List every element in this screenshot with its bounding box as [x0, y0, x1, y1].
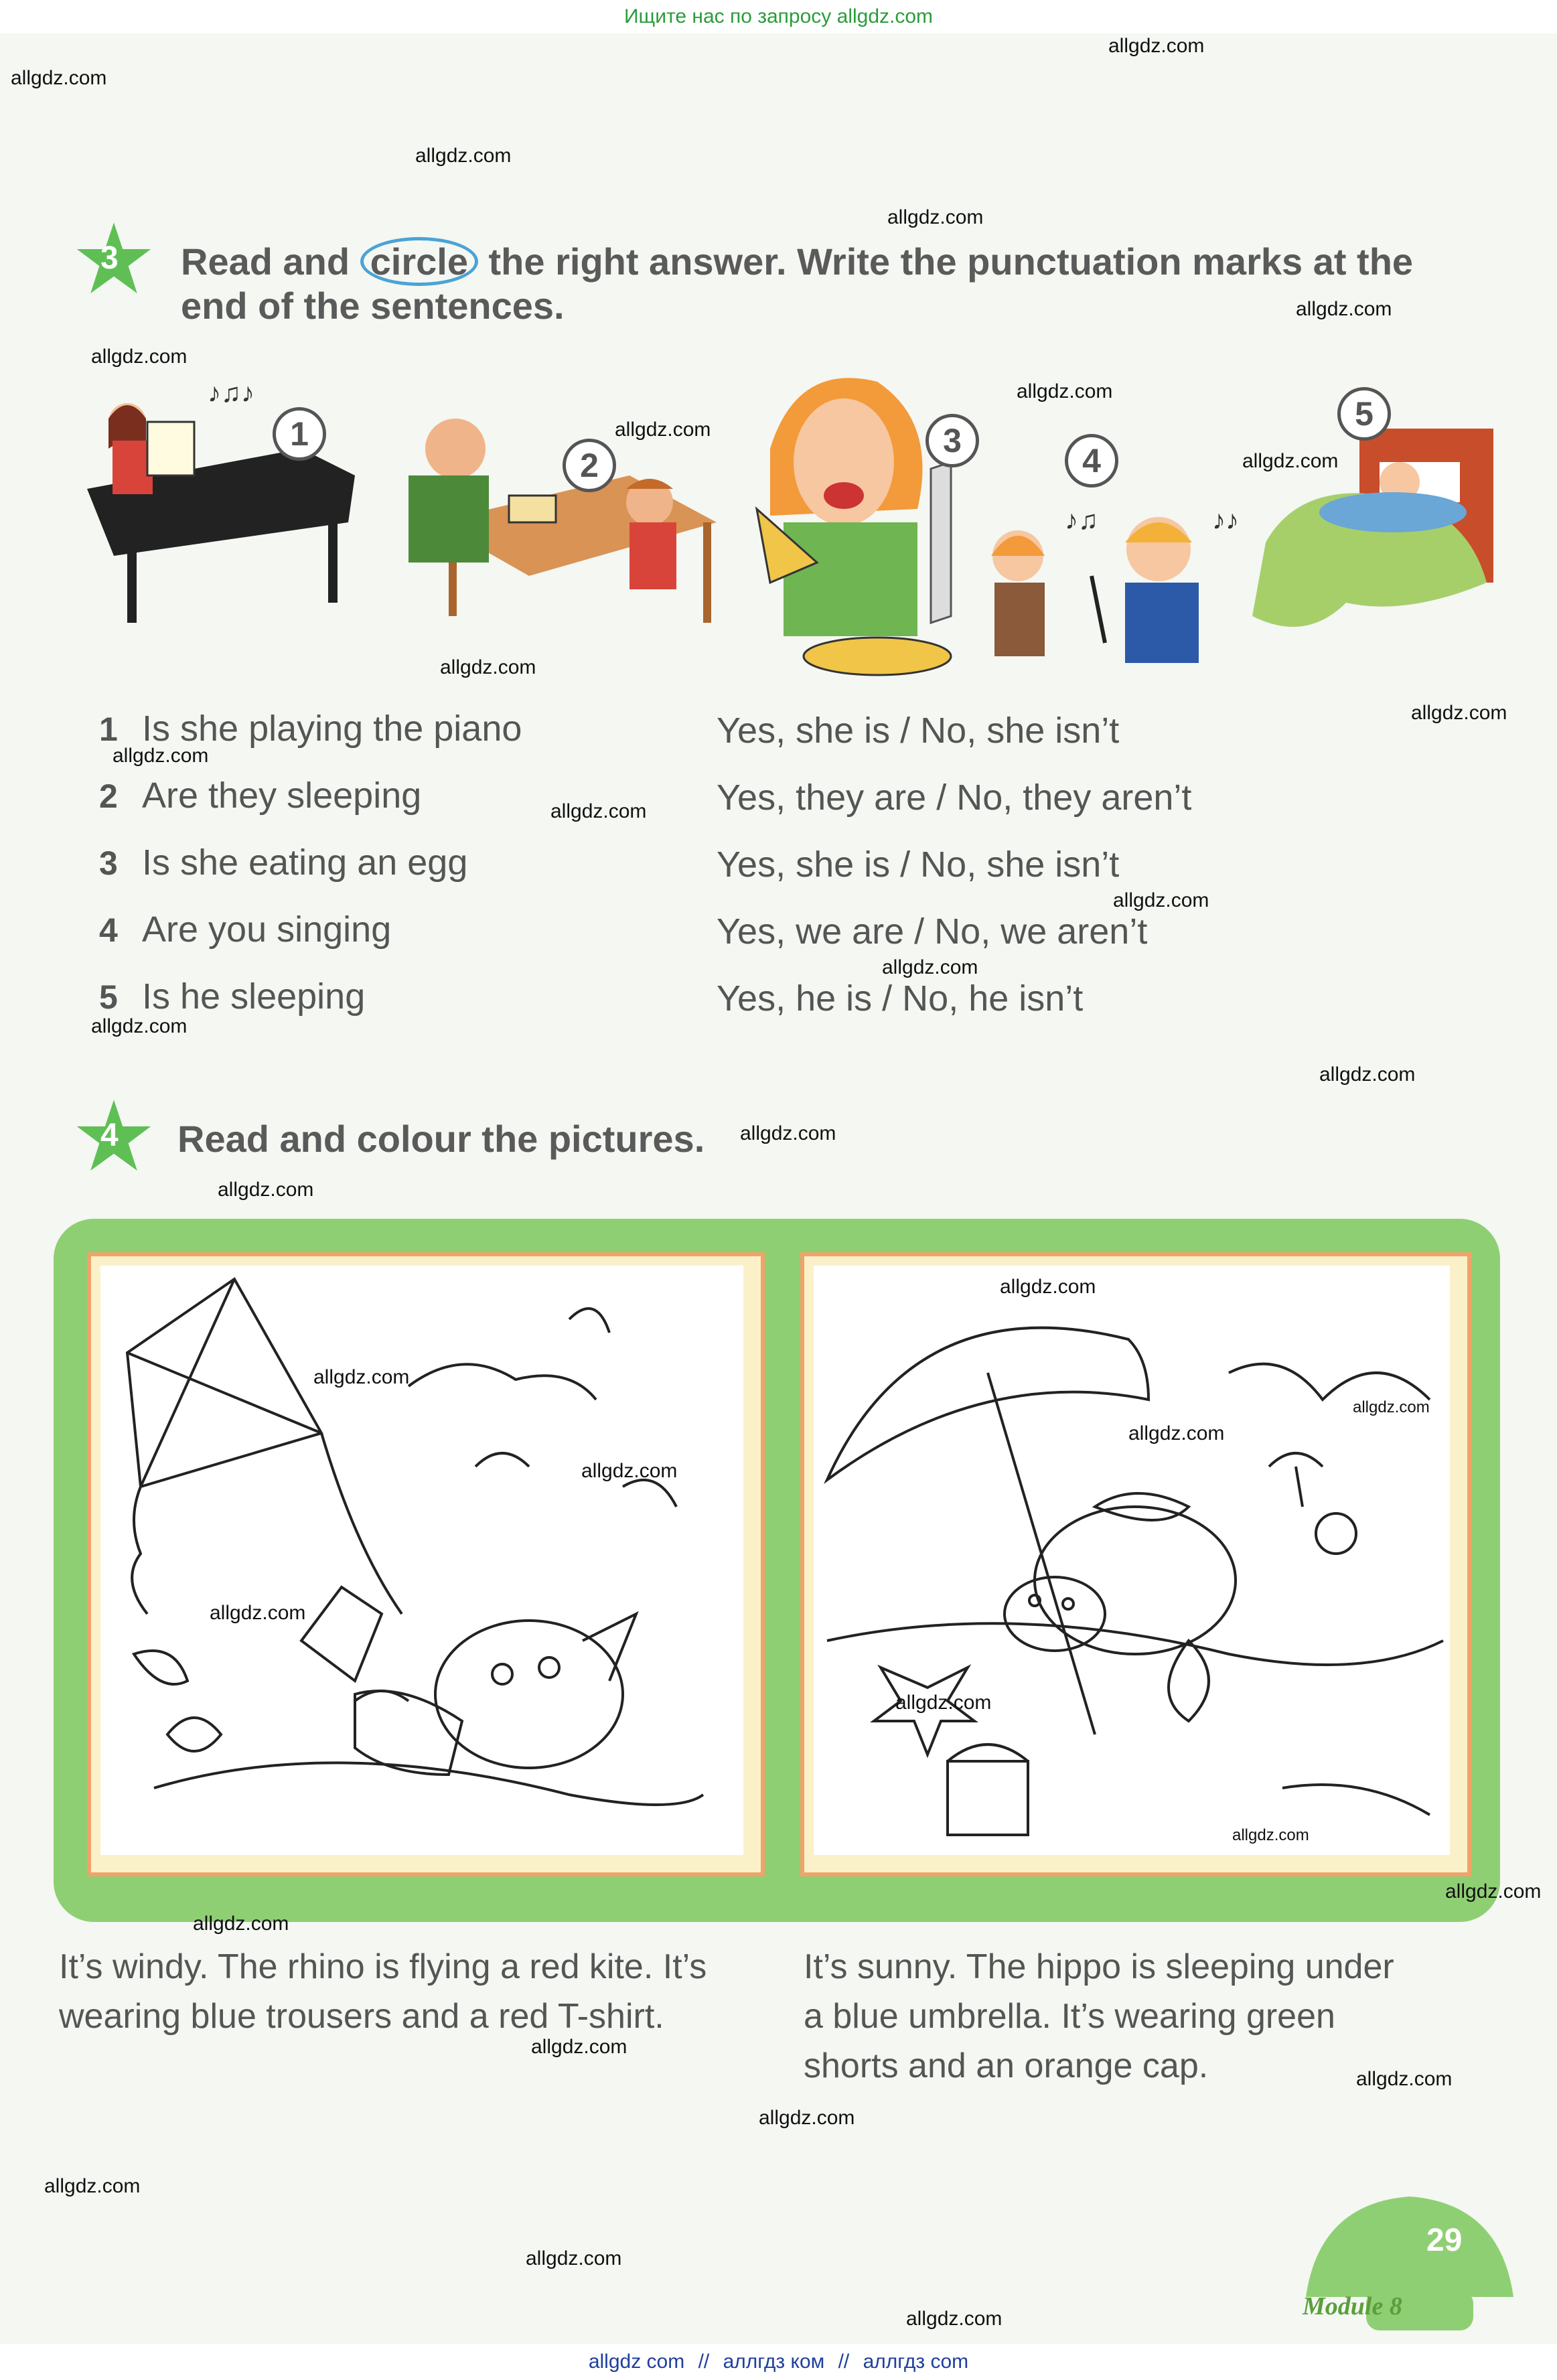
row-4-question: Are you singing — [142, 909, 392, 950]
exercise-4-title: Read and colour the pictures. — [177, 1118, 705, 1160]
title-line-2: end of the sentences. — [181, 285, 565, 327]
watermark: allgdz.com — [740, 1122, 836, 1144]
watermark: allgdz.com — [415, 145, 512, 167]
watermark: allgdz.com — [906, 2308, 1003, 2330]
bottom-banner-part: аллгдз ком — [723, 2351, 825, 2373]
page-number: 29 — [1426, 2223, 1463, 2258]
watermark: allgdz.com — [1232, 1826, 1309, 1844]
row-3-number: 3 — [99, 844, 118, 882]
exercise-4-number: 4 — [100, 1118, 119, 1153]
bottom-banner-separator: // — [838, 2351, 850, 2373]
row-2-question: Are they sleeping — [142, 775, 422, 816]
watermark: allgdz.com — [44, 2175, 141, 2197]
row-5-number: 5 — [99, 978, 118, 1016]
watermark: allgdz.com — [1242, 450, 1339, 472]
bottom-banner-part: аллгдз com — [863, 2351, 969, 2373]
watermark: allgdz.com — [1411, 702, 1507, 724]
title-part: the right answer. Write the punctuation marks at the — [477, 240, 1414, 283]
watermark: allgdz.com — [887, 206, 984, 228]
watermark: allgdz.com — [1108, 35, 1205, 57]
picture-number-3: 3 — [925, 414, 979, 467]
watermark: allgdz.com — [1017, 380, 1113, 402]
watermark: allgdz.com — [1445, 1880, 1542, 1903]
bottom-banner-part: allgdz com — [588, 2351, 685, 2373]
exercise-3-number: 3 — [100, 240, 119, 276]
watermark: allgdz.com — [550, 800, 647, 822]
row-1-question: Is she playing the piano — [142, 709, 522, 749]
watermark: allgdz.com — [1113, 889, 1209, 911]
row-4-answer[interactable]: Yes, we are / No, we aren’t — [717, 911, 1148, 952]
hippo-umbrella-illustration — [814, 1266, 1450, 1855]
row-3-question: Is she eating an egg — [142, 842, 468, 883]
row-2-answer[interactable]: Yes, they are / No, they aren’t — [717, 777, 1192, 818]
watermark: allgdz.com — [759, 2107, 855, 2129]
caption-right-line-1: It’s sunny. The hippo is sleeping under — [804, 1947, 1394, 1986]
watermark: allgdz.com — [193, 1913, 289, 1935]
row-1-answer[interactable]: Yes, she is / No, she isn’t — [717, 711, 1120, 751]
man-boy-table-illustration — [409, 419, 717, 623]
watermark: allgdz.com — [1319, 1063, 1416, 1086]
bottom-banner-separator: // — [698, 2351, 710, 2373]
watermark: allgdz.com — [1353, 1398, 1430, 1416]
rhino-kite-illustration — [100, 1266, 743, 1855]
exercise-3-title — [181, 240, 1487, 328]
watermark: allgdz.com — [11, 67, 107, 89]
picture-number-5: 5 — [1337, 387, 1391, 441]
watermark: allgdz.com — [440, 656, 536, 678]
woman-pizza-illustration — [757, 378, 951, 675]
caption-right-line-3: shorts and an orange cap. — [804, 2047, 1209, 2085]
row-5-answer[interactable]: Yes, he is / No, he isn’t — [717, 978, 1084, 1019]
watermark: allgdz.com — [1296, 298, 1392, 320]
svg-text:♪♪: ♪♪ — [1212, 506, 1239, 535]
picture-number-1: 1 — [273, 407, 326, 461]
watermark: allgdz.com — [218, 1179, 314, 1201]
right-picture-area[interactable] — [814, 1266, 1450, 1855]
watermark: allgdz.com — [526, 2247, 622, 2270]
circled-word: circle — [360, 237, 478, 286]
svg-text:♪♫♪: ♪♫♪ — [208, 378, 254, 408]
watermark: allgdz.com — [531, 2036, 627, 2058]
left-picture-area[interactable] — [100, 1266, 743, 1855]
row-1-number: 1 — [99, 711, 118, 748]
picture-number-2: 2 — [563, 439, 616, 492]
caption-left-line-2: wearing blue trousers and a red T-shirt. — [59, 1997, 664, 2036]
watermark: allgdz.com — [895, 1692, 992, 1714]
row-3-answer[interactable]: Yes, she is / No, she isn’t — [717, 844, 1120, 885]
watermark: allgdz.com — [1356, 2068, 1453, 2090]
top-banner: Ищите нас по запросу allgdz.com — [0, 0, 1557, 33]
watermark: allgdz.com — [581, 1460, 678, 1482]
watermark: allgdz.com — [1000, 1276, 1096, 1298]
watermark: allgdz.com — [113, 745, 209, 767]
caption-left — [59, 1942, 796, 2041]
watermark: allgdz.com — [1128, 1422, 1225, 1444]
row-2-number: 2 — [99, 777, 118, 815]
picture-number-4: 4 — [1065, 434, 1118, 488]
bottom-banner — [0, 2344, 1557, 2380]
title-part: Read and — [181, 240, 360, 283]
row-4-number: 4 — [99, 911, 118, 949]
row-5-question: Is he sleeping — [142, 976, 366, 1017]
watermark: allgdz.com — [615, 419, 711, 441]
caption-left-line-1: It’s windy. The rhino is flying a red kite. It’s — [59, 1947, 707, 1986]
module-label: Module 8 — [1303, 2292, 1402, 2320]
watermark: allgdz.com — [210, 1602, 306, 1624]
watermark: allgdz.com — [91, 346, 188, 368]
watermark: allgdz.com — [882, 956, 978, 978]
caption-right-line-2: a blue umbrella. It’s wearing green — [804, 1997, 1335, 2036]
watermark: allgdz.com — [91, 1015, 188, 1037]
singers-illustration — [991, 506, 1239, 663]
svg-text:♪♫: ♪♫ — [1065, 506, 1098, 535]
watermark: allgdz.com — [313, 1366, 410, 1388]
